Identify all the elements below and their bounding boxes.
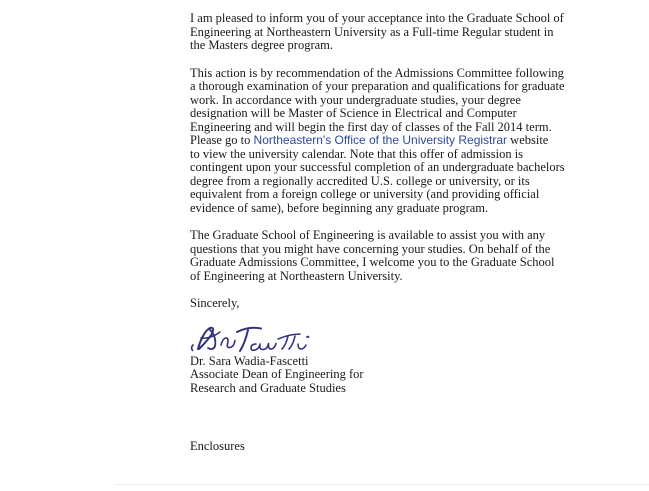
text-line: The Graduate School of Engineering is available to assist you with any bbox=[190, 228, 546, 242]
text-line: of Engineering at Northeastern University. bbox=[190, 268, 403, 283]
signer-block bbox=[190, 355, 580, 396]
paragraph-acceptance bbox=[190, 12, 580, 53]
link-prefix-text: Please go to bbox=[190, 133, 254, 147]
text-line: Engineering at Northeastern University as a Full-time Regular student in bbox=[190, 24, 554, 39]
text-line: Engineering and will begin the first day of classes of the Fall 2014 term. bbox=[190, 119, 552, 134]
text-line: the Masters degree program. bbox=[190, 38, 333, 52]
text-line: to view the university calendar. Note that this offer of admission is bbox=[190, 146, 524, 161]
text-line: a thorough examination of your preparation and qualifications for graduate bbox=[190, 79, 565, 93]
signer-title-line: Associate Dean of Engineering for bbox=[190, 367, 364, 381]
text-line: degree from a regionally accredited U.S. college or university, or its bbox=[190, 173, 530, 188]
signer-name: Dr. Sara Wadia-Fascetti bbox=[190, 353, 309, 368]
text-line: Graduate Admissions Committee, I welcome you to the Graduate School bbox=[190, 255, 555, 269]
paragraph-admission-details bbox=[190, 67, 580, 216]
paragraph-welcome bbox=[190, 229, 580, 283]
link-suffix-text: website bbox=[507, 133, 549, 147]
bottom-divider bbox=[115, 484, 649, 485]
handwritten-signature-image bbox=[190, 323, 320, 355]
signer-title-line: Research and Graduate Studies bbox=[190, 380, 346, 395]
text-line: designation will be Master of Science in Electrical and Computer bbox=[190, 106, 517, 120]
text-line: evidence of same), before beginning any graduate program. bbox=[190, 200, 489, 215]
text-line: contingent upon your successful completion of an undergraduate bachelors bbox=[190, 160, 565, 174]
closing-salutation: Sincerely, bbox=[190, 296, 240, 310]
text-line: questions that you might have concerning your studies. On behalf of the bbox=[190, 241, 551, 256]
text-line-with-link bbox=[190, 134, 580, 148]
text-line: This action is by recommendation of the Admissions Committee following bbox=[190, 65, 564, 80]
text-line: equivalent from a foreign college or university (and providing official bbox=[190, 187, 540, 201]
letter-body bbox=[190, 12, 580, 454]
enclosures-label: Enclosures bbox=[190, 439, 245, 453]
text-line: I am pleased to inform you of your acceptance into the Graduate School of bbox=[190, 11, 564, 25]
text-line: work. In accordance with your undergraduate studies, your degree bbox=[190, 92, 521, 107]
registrar-link[interactable]: Northeastern's Office of the University Registrar bbox=[253, 133, 508, 147]
